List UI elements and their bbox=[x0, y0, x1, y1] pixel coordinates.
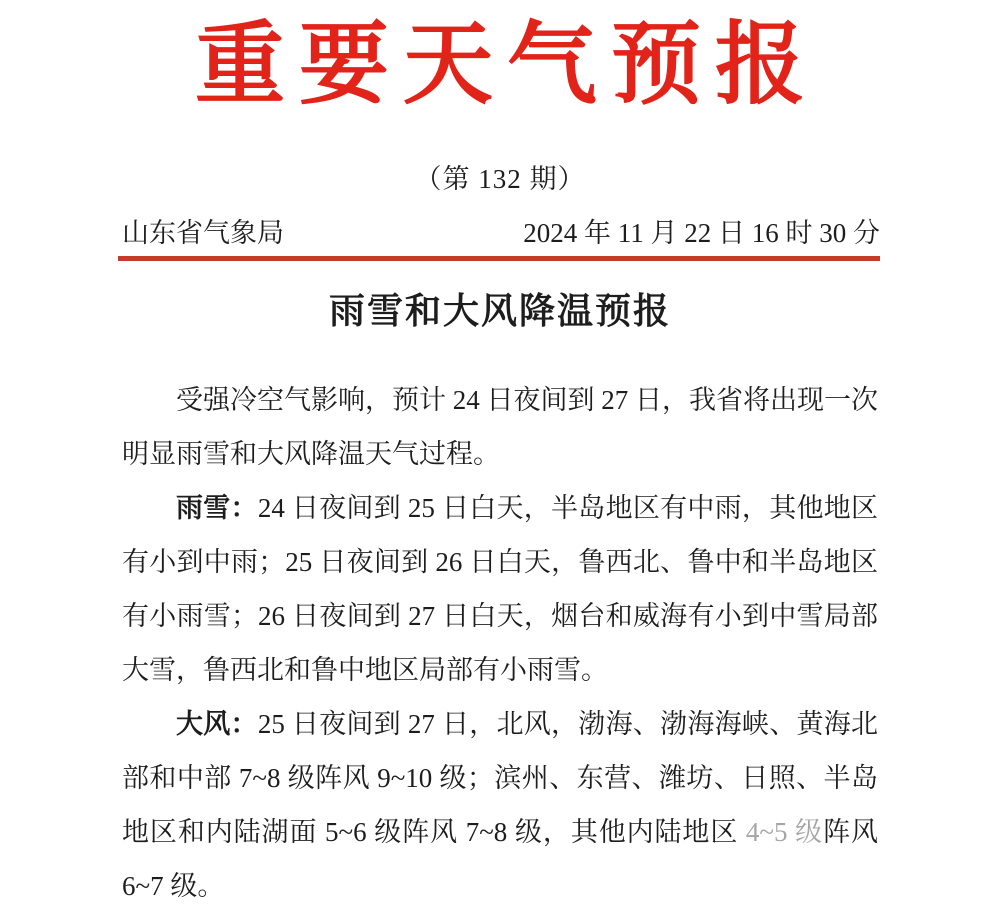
document-title: 重要天气预报 bbox=[195, 16, 819, 115]
forecast-subtitle: 雨雪和大风降温预报 bbox=[328, 291, 671, 331]
forecast-body bbox=[122, 373, 878, 913]
header-meta-row bbox=[122, 216, 880, 250]
paragraph-text: 受强冷空气影响，预计 24 日夜间到 27 日，我省将出现一次明显雨雪和大风降温天气过程。 bbox=[122, 385, 878, 469]
paragraph-text: 24 日夜间到 25 日白天，半岛地区有中雨，其他地区有小到中雨；25 日夜间到 26 日白天，鲁西北、鲁中和半岛地区有小雨雪；26 日夜间到 27 日白天，烟台和威海有小到中雪局部大雪，鲁西北和鲁中地区局部有小雨雪。 bbox=[122, 493, 879, 685]
paragraph-lead-label: 大风： bbox=[176, 709, 258, 739]
paragraph bbox=[122, 481, 878, 697]
issue-number: （第 132 期） bbox=[414, 164, 586, 194]
paragraph bbox=[122, 697, 878, 913]
paragraph-lead-label: 雨雪： bbox=[176, 493, 258, 523]
faded-text-segment: 4~5 级 bbox=[745, 817, 824, 847]
paragraph-text: 阵风 6~7 级。 bbox=[122, 817, 879, 901]
paragraph bbox=[122, 373, 878, 481]
red-divider-rule bbox=[118, 256, 880, 261]
issuing-agency: 山东省气象局 bbox=[122, 218, 284, 248]
paragraph-text: 25 日夜间到 27 日，北风，渤海、渤海海峡、黄海北部和中部 7~8 级阵风 9~10 级；滨州、东营、潍坊、日照、半岛地区和内陆湖面 5~6 级阵风 7~8 级，其他内陆地区 bbox=[122, 709, 879, 847]
issue-datetime: 2024 年 11 月 22 日 16 时 30 分 bbox=[523, 218, 880, 248]
